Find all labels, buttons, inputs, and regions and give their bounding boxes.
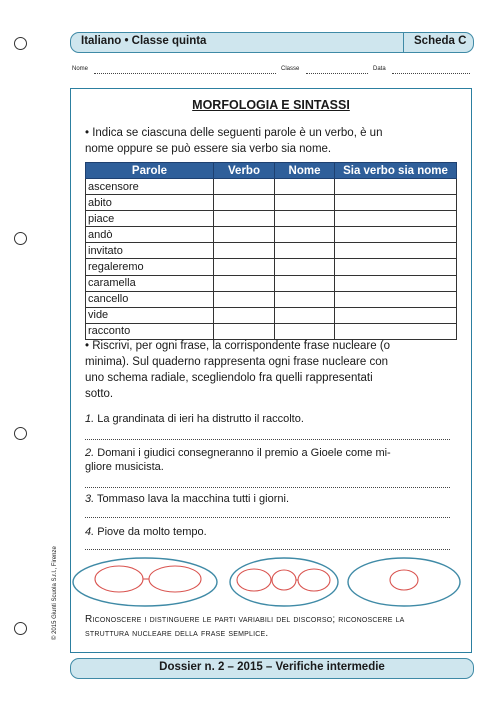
sentence-number: 1.: [85, 413, 95, 425]
exercise1-instruction: [85, 125, 382, 157]
radial-scheme-2: [230, 558, 338, 606]
verbo-checkbox-cell[interactable]: [214, 259, 275, 275]
binder-hole-bottom: [14, 622, 27, 635]
nome-checkbox-cell[interactable]: [275, 307, 335, 323]
sentence-number: 2.: [85, 447, 95, 459]
sia-verbo-sia-nome-checkbox-cell[interactable]: [335, 275, 457, 291]
table-row: [86, 307, 457, 323]
answer-line-1[interactable]: [85, 439, 450, 440]
instruction-line: nome oppure se può essere sia verbo sia nome.: [85, 143, 332, 155]
classe-field[interactable]: [306, 73, 368, 74]
nome-checkbox-cell[interactable]: [275, 211, 335, 227]
sia-verbo-sia-nome-checkbox-cell[interactable]: [335, 211, 457, 227]
dossier-label: Dossier n. 2 – 2015 – Verifiche intermedie: [159, 661, 385, 673]
nome-field[interactable]: [94, 73, 276, 74]
footer-bar: [70, 658, 474, 679]
radial-scheme-1: [73, 558, 217, 606]
objective-line: struttura nucleare della frase semplice.: [85, 628, 269, 639]
nome-checkbox-cell[interactable]: [275, 259, 335, 275]
header-divider: [403, 33, 404, 52]
binder-hole-lower: [14, 427, 27, 440]
table-row: [86, 275, 457, 291]
sia-verbo-sia-nome-checkbox-cell[interactable]: [335, 227, 457, 243]
sia-verbo-sia-nome-checkbox-cell[interactable]: [335, 307, 457, 323]
sentence-text-continued: gliore musicista.: [85, 461, 164, 473]
sentence-4: [85, 525, 207, 539]
verbo-checkbox-cell[interactable]: [214, 243, 275, 259]
word-cell: regaleremo: [86, 259, 214, 275]
sia-verbo-sia-nome-checkbox-cell[interactable]: [335, 259, 457, 275]
worksheet-frame: [70, 88, 472, 653]
subject-title: Italiano • Classe quinta: [81, 35, 207, 47]
table-row: [86, 211, 457, 227]
sentence-text: Domani i giudici consegneranno il premio a Gioele come mi-: [94, 447, 391, 459]
table-row: [86, 243, 457, 259]
word-cell: ascensore: [86, 179, 214, 195]
answer-line-4[interactable]: [85, 549, 450, 550]
learning-objective: [85, 613, 457, 641]
radial-schemes: [71, 555, 471, 609]
sia-verbo-sia-nome-checkbox-cell[interactable]: [335, 195, 457, 211]
sentence-3: [85, 492, 289, 506]
verbo-checkbox-cell[interactable]: [214, 211, 275, 227]
nome-label: Nome: [72, 66, 89, 72]
sia-verbo-sia-nome-checkbox-cell[interactable]: [335, 179, 457, 195]
verbo-checkbox-cell[interactable]: [214, 275, 275, 291]
sentence-2: [85, 446, 391, 474]
table-row: [86, 291, 457, 307]
verbo-checkbox-cell[interactable]: [214, 227, 275, 243]
word-cell: vide: [86, 307, 214, 323]
instruction-line: sotto.: [85, 388, 114, 400]
verbo-checkbox-cell[interactable]: [214, 307, 275, 323]
classe-label: Classe: [281, 66, 300, 72]
word-cell: invitato: [86, 243, 214, 259]
sentence-number: 3.: [85, 493, 95, 505]
radial-scheme-3: [348, 558, 460, 606]
sia-verbo-sia-nome-checkbox-cell[interactable]: [335, 291, 457, 307]
column-header-sia-verbo-sia-nome: Sia verbo sia nome: [335, 163, 457, 179]
column-header-nome: Nome: [275, 163, 335, 179]
sia-verbo-sia-nome-checkbox-cell[interactable]: [335, 243, 457, 259]
word-cell: racconto: [86, 323, 214, 339]
table-row: [86, 195, 457, 211]
word-cell: caramella: [86, 275, 214, 291]
exercise2-instruction: [85, 338, 465, 402]
binder-hole-upper: [14, 232, 27, 245]
nome-checkbox-cell[interactable]: [275, 179, 335, 195]
sentence-text: Tommaso lava la macchina tutti i giorni.: [94, 493, 290, 505]
word-classification-table: [85, 162, 457, 340]
table-row: [86, 259, 457, 275]
instruction-line: • Indica se ciascuna delle seguenti parole è un verbo, è un: [85, 127, 383, 139]
word-cell: abito: [86, 195, 214, 211]
nome-checkbox-cell[interactable]: [275, 243, 335, 259]
table-row: [86, 227, 457, 243]
sentence-1: [85, 412, 304, 426]
column-header-verbo: Verbo: [214, 163, 275, 179]
word-cell: andò: [86, 227, 214, 243]
answer-line-3[interactable]: [85, 517, 450, 518]
sentence-text: La grandinata di ieri ha distrutto il raccolto.: [94, 413, 304, 425]
instruction-line: • Riscrivi, per ogni frase, la corrispondente frase nucleare (o: [85, 340, 391, 352]
header-bar: [70, 32, 474, 53]
word-cell: cancello: [86, 291, 214, 307]
instruction-line: uno schema radiale, scegliendolo fra quelli rappresentati: [85, 372, 373, 384]
worksheet-title: MORFOLOGIA E SINTASSI: [192, 98, 350, 112]
answer-line-2[interactable]: [85, 487, 450, 488]
verbo-checkbox-cell[interactable]: [214, 195, 275, 211]
binder-hole-top: [14, 37, 27, 50]
data-field[interactable]: [392, 73, 470, 74]
nome-checkbox-cell[interactable]: [275, 275, 335, 291]
scheda-label: Scheda C: [414, 35, 467, 47]
nome-checkbox-cell[interactable]: [275, 227, 335, 243]
instruction-line: minima). Sul quaderno rappresenta ogni frase nucleare con: [85, 356, 389, 368]
nome-checkbox-cell[interactable]: [275, 195, 335, 211]
student-info-row: [70, 66, 472, 78]
word-cell: piace: [86, 211, 214, 227]
data-label: Data: [373, 66, 386, 72]
nome-checkbox-cell[interactable]: [275, 291, 335, 307]
sentence-number: 4.: [85, 526, 95, 538]
sentence-text: Piove da molto tempo.: [94, 526, 207, 538]
verbo-checkbox-cell[interactable]: [214, 291, 275, 307]
objective-line: Riconoscere i distinguere le parti variabili del discorso; riconoscere la: [85, 614, 405, 625]
column-header-parole: Parole: [86, 163, 214, 179]
verbo-checkbox-cell[interactable]: [214, 179, 275, 195]
table-row: [86, 179, 457, 195]
